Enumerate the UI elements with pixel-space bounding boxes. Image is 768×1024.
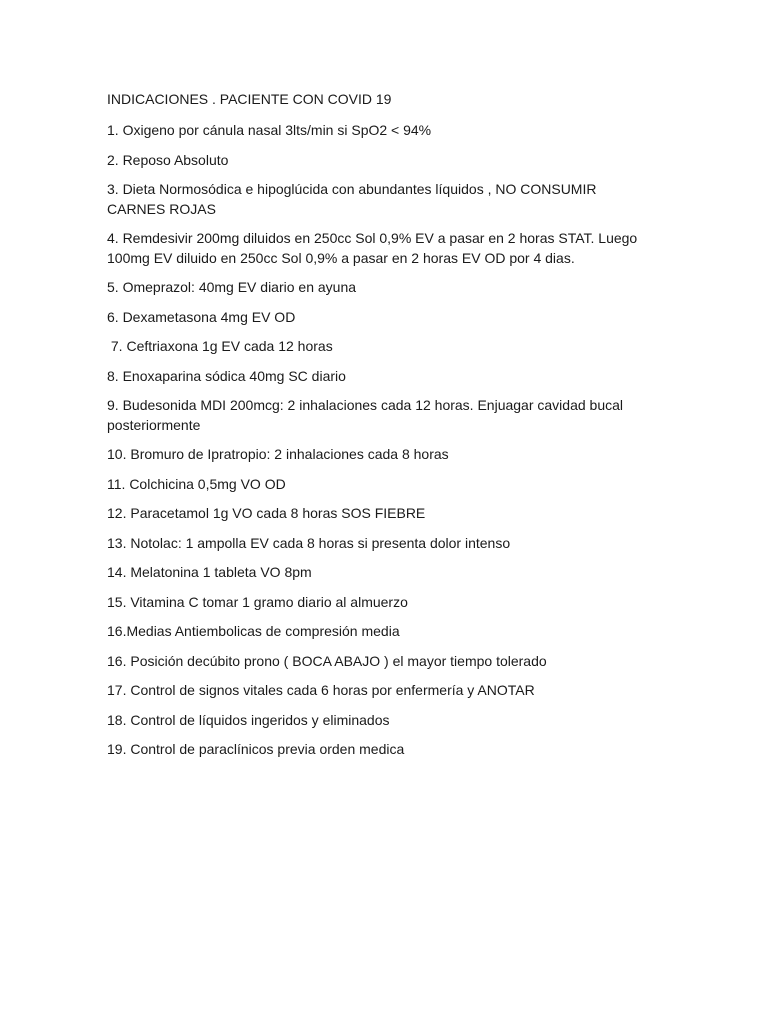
- indication-item-16b: 16. Posición decúbito prono ( BOCA ABAJO ) el mayor tiempo tolerado: [107, 652, 547, 669]
- indication-item-8: 8. Enoxaparina sódica 40mg SC diario: [107, 367, 346, 384]
- indication-item-3: 3. Dieta Normosódica e hipoglúcida con abundantes líquidos , NO CONSUMIR CARNES ROJAS: [107, 181, 601, 217]
- indication-item-7: 7. Ceftriaxona 1g EV cada 12 horas: [107, 338, 333, 354]
- indication-item-5: 5. Omeprazol: 40mg EV diario en ayuna: [107, 279, 357, 295]
- indication-item-19: 19. Control de paraclínicos previa orden medica: [107, 741, 405, 757]
- indication-item-12: 12. Paracetamol 1g VO cada 8 horas SOS FIEBRE: [107, 505, 426, 521]
- indication-item-9: 9. Budesonida MDI 200mcg: 2 inhalaciones cada 12 horas. Enjuagar cavidad bucal posteriormente: [107, 397, 627, 433]
- indication-item-14: 14. Melatonina 1 tableta VO 8pm: [107, 564, 312, 580]
- indication-item-15: 15. Vitamina C tomar 1 gramo diario al almuerzo: [107, 593, 408, 610]
- indication-item-4: 4. Remdesivir 200mg diluidos en 250cc Sol 0,9% EV a pasar en 2 horas STAT. Luego 100mg EV diluido en 250cc Sol 0,9% a pasar en 2 horas EV OD por 4 dias.: [107, 230, 642, 266]
- indication-item-2: 2. Reposo Absoluto: [107, 151, 229, 168]
- indication-item-10: 10. Bromuro de Ipratropio: 2 inhalaciones cada 8 horas: [107, 446, 449, 462]
- indication-item-18: 18. Control de líquidos ingeridos y eliminados: [107, 711, 390, 728]
- indication-item-16a: 16.Medias Antiembolicas de compresión media: [107, 623, 400, 639]
- indication-item-13: 13. Notolac: 1 ampolla EV cada 8 horas si presenta dolor intenso: [107, 534, 511, 551]
- indication-item-17: 17. Control de signos vitales cada 6 horas por enfermería y ANOTAR: [107, 682, 535, 698]
- indication-item-11: 11. Colchicina 0,5mg VO OD: [107, 475, 286, 492]
- indications-list: [107, 121, 707, 760]
- document-page: [107, 91, 707, 770]
- indication-item-1: 1. Oxigeno por cánula nasal 3lts/min si SpO2 < 94%: [107, 122, 432, 138]
- indication-item-6: 6. Dexametasona 4mg EV OD: [107, 308, 296, 325]
- document-title: INDICACIONES . PACIENTE CON COVID 19: [107, 91, 392, 107]
